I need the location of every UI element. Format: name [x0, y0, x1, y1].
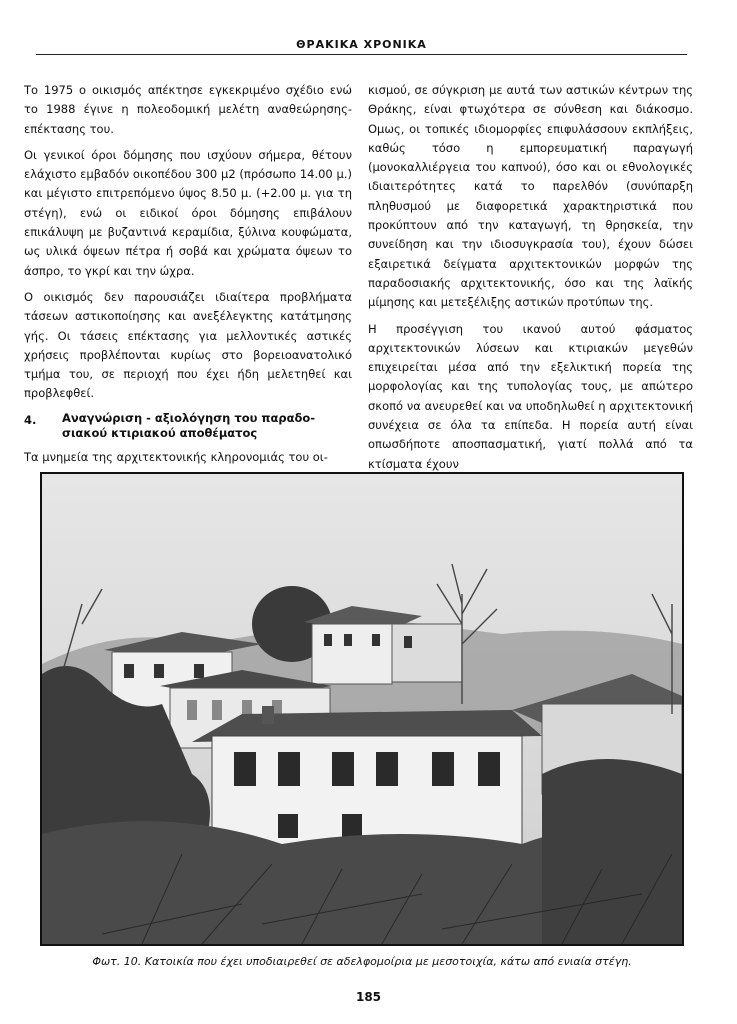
village-houses-photo — [42, 474, 682, 944]
photo-caption: Φωτ. 10. Κατοικία που έχει υποδιαιρεθεί σε αδελφομοίρια με μεσοτοιχία, κάτω από ενιαία στέγη. — [92, 955, 632, 968]
section-heading — [24, 411, 352, 442]
left-paragraph-2: Οι γενικοί όροι δόμησης που ισχύουν σήμερα, θέτουν ελάχιστο εμβαδόν οικοπέδου 300 μ2 (πρόσωπο 14.00 μ.) και μέγιστο επιτρεπόμενο ύψος 8.50 μ. (+2.00 μ. για τη στέγη), ενώ οι ειδικοί όροι δόμησης επιβάλουν επικάλυψη με βυζαντινά κεραμίδια, ξύλινα κουφώματα, ως υλικά όψεων πέτρα ή σοβά και χρώματα όψεων το άσπρο, το γκρί και την ώχρα. — [24, 147, 352, 278]
section-number: 4. — [24, 412, 37, 427]
running-header: ΘΡΑΚΙΚΑ ΧΡΟΝΙΚΑ — [296, 38, 427, 51]
section-title-line-2: σιακού κτιριακού αποθέματος — [62, 426, 258, 441]
right-paragraph-2: Η προσέγγιση του ικανού αυτού φάσματος αρχιτεκτονικών λύσεων και κτιριακών μεγεθών επιχειρείται μέσα από την εξελικτική πορεία της μορφολογίας και της τυπολογίας τους, με απώτερο σκοπό να ανευρεθεί και να υποδηλωθεί η αρχιτεκτονική συνέχεια σε όλα τα επίπεδα. Η πορεία αυτή είναι οπωσδήποτε αποσπασματική, γιατί πολλά από τα κτίσματα έχουν — [368, 321, 693, 471]
right-paragraph-1: κισμού, σε σύγκριση με αυτά των αστικών κέντρων της Θράκης, είναι φτωχότερα σε σύνθεση και διάκοσμο. Ομως, οι τοπικές ιδιομορφίες επιφυλάσσουν εκπλήξεις, καθώς τόσο η εμπορευματική παραγωγή (μονοκαλλιέργεια του καπνού), όσο και οι εθνολογικές ιδιαιτερότητες κατά το παρελθόν (συνύπαρξη πληθυσμού με διαφορετικά χαρακτηριστικά που προκύπτουν από την καταγωγή, τη θρησκεία, την συνείδηση και την ιδιοσυγκρασία του), έχουν δώσει εξαιρετικά δείγματα αρχιτεκτονικών μορφών της παραδοσιακής αρχιτεκτονικής, όσο και της λαϊκής μίμησης και μετεξέλιξης αστικών προτύπων της. — [368, 83, 693, 310]
section-title-line-1: Αναγνώριση - αξιολόγηση του παραδο- — [62, 410, 316, 425]
left-paragraph-4: Τα μνημεία της αρχιτεκτονικής κληρονομιάς του οι- — [24, 449, 328, 464]
page-number: 185 — [355, 990, 382, 1004]
left-column — [24, 81, 352, 474]
right-column — [368, 81, 693, 481]
header-rule — [36, 54, 687, 55]
left-paragraph-1: Το 1975 ο οικισμός απέκτησε εγκεκριμένο σχέδιο ενώ το 1988 έγινε η πολεοδομική μελέτη αναθεώρησης-επέκτασης του. — [24, 83, 352, 136]
photograph — [40, 472, 684, 946]
left-paragraph-3: Ο οικισμός δεν παρουσιάζει ιδιαίτερα προβλήματα τάσεων αστικοποίησης και ανεξέλεγκτης κατάτμησης γής. Οι τάσεις επέκτασης για μελλοντικές αστικές χρήσεις προβλέπονται κυρίως στο βορειοανατολικό τμήμα του, σε περιοχή που έχει ήδη μελετηθεί και προβλεφθεί. — [24, 289, 352, 401]
